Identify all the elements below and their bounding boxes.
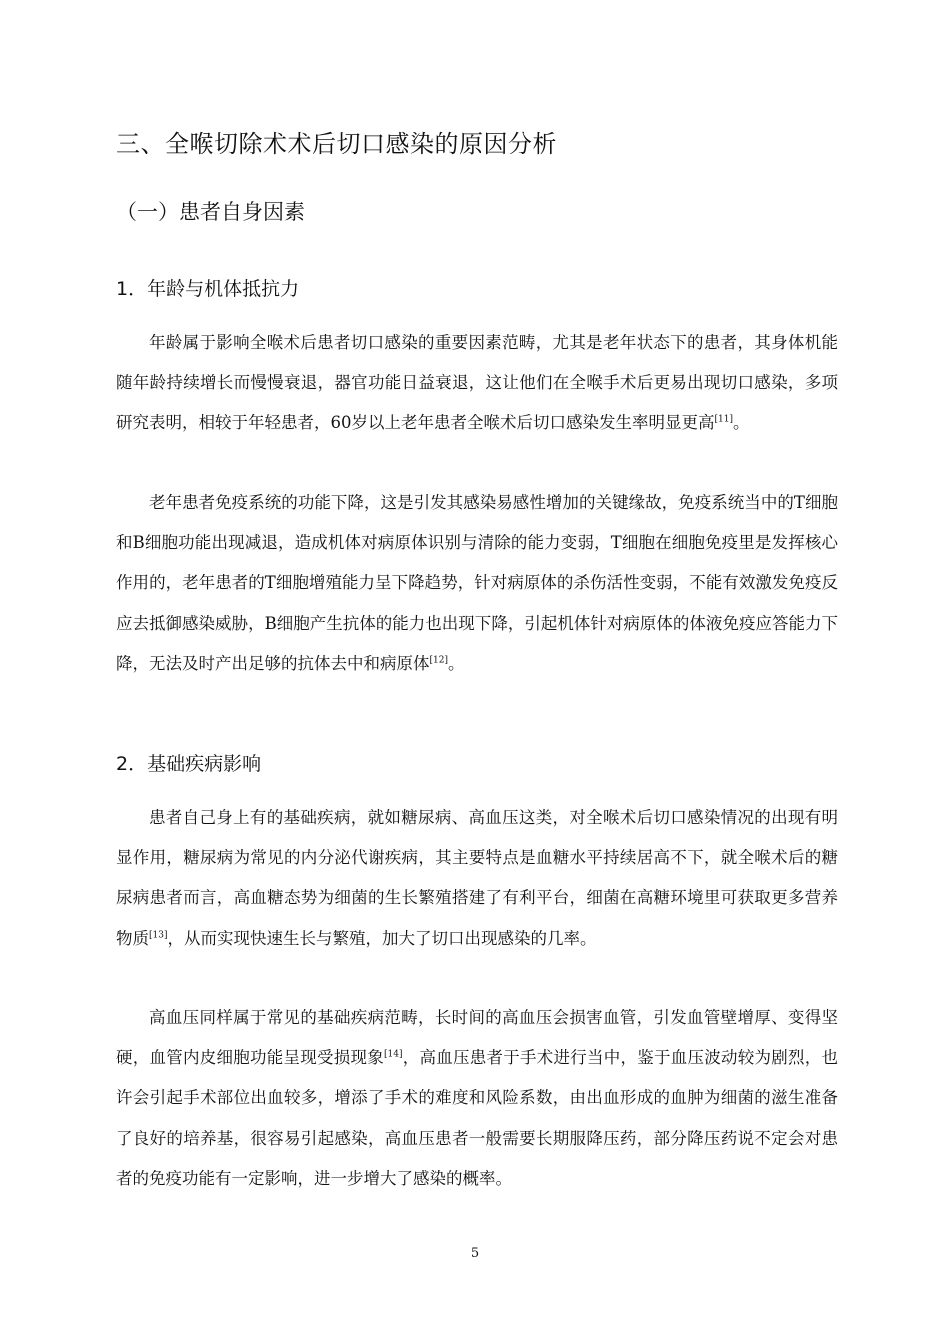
page-number: 5 xyxy=(470,1246,480,1261)
paragraph-age-2 xyxy=(116,483,838,684)
paragraph-text: 年龄属于影响全喉术后患者切口感染的重要因素范畴，尤其是老年状态下的患者，其身体机能随年龄持续增长而慢慢衰退，器官功能日益衰退，这让他们在全喉手术后更易出现切口感染，多项研究表明，相较于年轻患者，60岁以上老年患者全喉术后切口感染发生率明显更高 xyxy=(116,333,838,433)
subsection-heading-age: 1．年龄与机体抵抗力 xyxy=(116,278,300,300)
citation-ref: [11] xyxy=(714,415,733,426)
paragraph-text: 高血压同样属于常见的基础疾病范畴，长时间的高血压会损害血管，引发血管壁增厚、变得坚硬，血管内皮细胞功能呈现受损现象 xyxy=(116,1008,838,1068)
citation-ref: [12] xyxy=(429,655,448,666)
paragraph-text: 。 xyxy=(732,413,750,433)
paragraph-disease-1 xyxy=(116,798,838,959)
section-heading: （一）患者自身因素 xyxy=(116,200,305,224)
citation-ref: [13] xyxy=(149,930,168,941)
paragraph-text: 患者自己身上有的基础疾病，就如糖尿病、高血压这类，对全喉术后切口感染情况的出现有明显作用，糖尿病为常见的内分泌代谢疾病，其主要特点是血糖水平持续居高不下，就全喉术后的糖尿病患者而言，高血糖态势为细菌的生长繁殖搭建了有利平台，细菌在高糖环境里可获取更多营养物质 xyxy=(116,808,838,948)
paragraph-age-1 xyxy=(116,323,838,444)
paragraph-text: ，高血压患者于手术进行当中，鉴于血压波动较为剧烈，也许会引起手术部位出血较多，增添了手术的难度和风险系数，由出血形成的血肿为细菌的滋生准备了良好的培养基，很容易引起感染，高血压患者一般需要长期服降压药，部分降压药说不定会对患者的免疫功能有一定影响，进一步增大了感染的概率。 xyxy=(116,1048,839,1188)
citation-ref: [14] xyxy=(384,1049,403,1060)
paragraph-text: 。 xyxy=(447,653,465,673)
paragraph-text: 老年患者免疫系统的功能下降，这是引发其感染易感性增加的关键缘故，免疫系统当中的T细胞和B细胞功能出现减退，造成机体对病原体识别与清除的能力变弱，T细胞在细胞免疫里是发挥核心作用的，老年患者的T细胞增殖能力呈下降趋势，针对病原体的杀伤活性变弱，不能有效激发免疫反应去抵御感染威胁，B细胞产生抗体的能力也出现下降，引起机体针对病原体的体液免疫应答能力下降，无法及时产出足够的抗体去中和病原体 xyxy=(116,493,838,673)
paragraph-text: ，从而实现快速生长与繁殖，加大了切口出现感染的几率。 xyxy=(167,928,597,948)
subsection-heading-disease: 2．基础疾病影响 xyxy=(116,753,262,775)
chapter-heading: 三、全喉切除术术后切口感染的原因分析 xyxy=(116,130,557,158)
paragraph-disease-2 xyxy=(116,998,838,1199)
